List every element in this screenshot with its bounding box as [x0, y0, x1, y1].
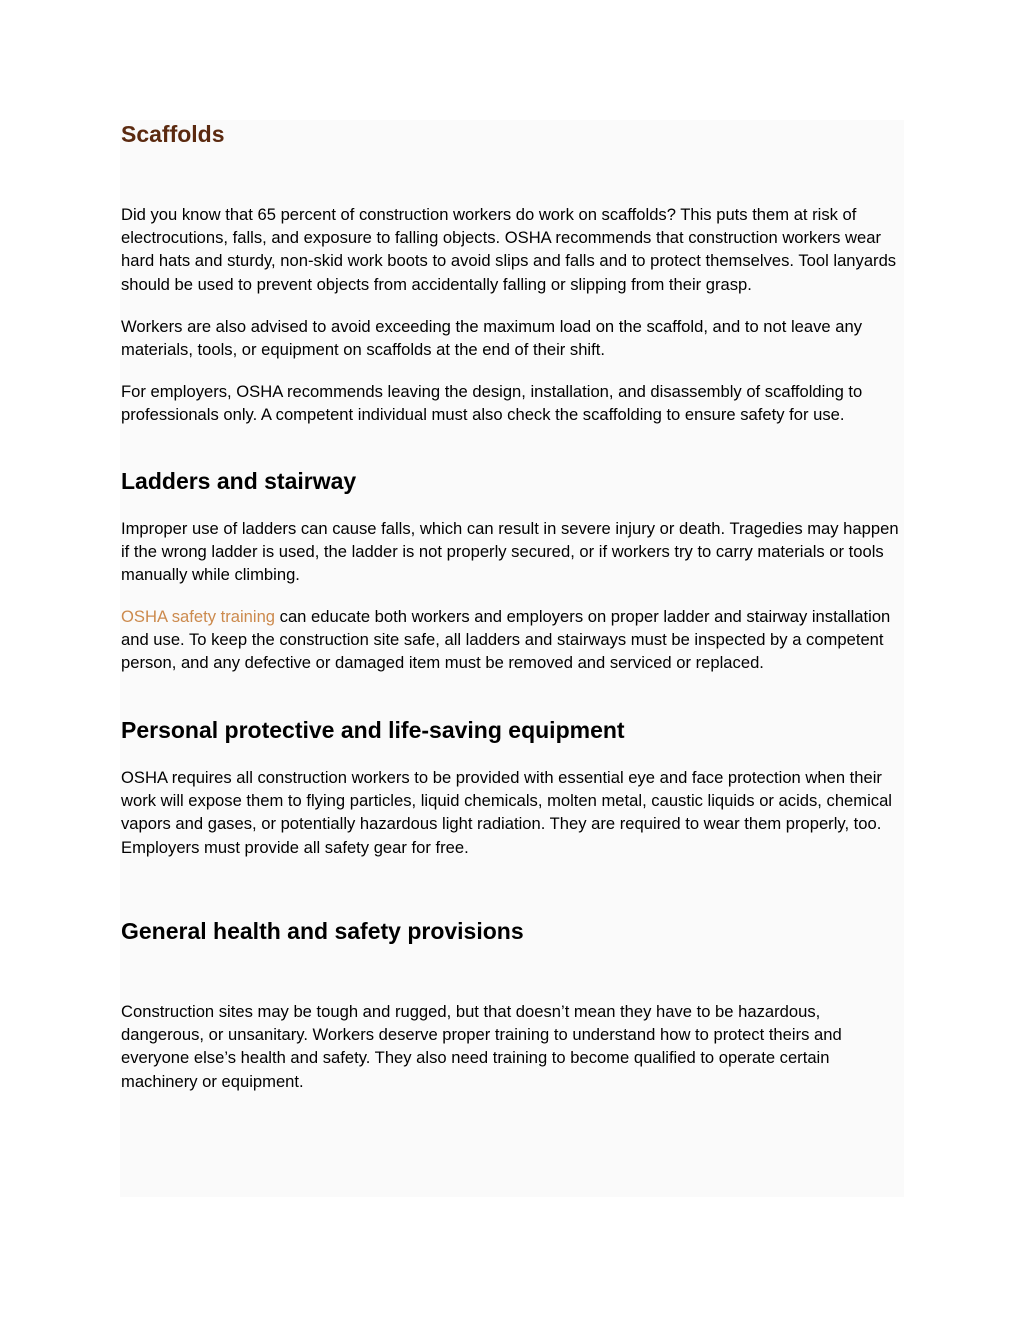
paragraph-general-1: Construction sites may be tough and rugged, but that doesn’t mean they have to be hazardous, dangerous, or unsanitary. Workers deserve proper training to understand how to protect theirs and everyone else’s health and safety. They also need training to become qualified to operate certain machinery or equipment.: [121, 1002, 842, 1091]
paragraph-ladders-1: Improper use of ladders can cause falls, which can result in severe injury or death. Tragedies may happen if the wrong ladder is used, the ladder is not properly secured, or if workers try to carry materials or tools manually while climbing.: [121, 519, 899, 585]
paragraph-scaffolds-2: Workers are also advised to avoid exceeding the maximum load on the scaffold, and to not leave any materials, tools, or equipment on scaffolds at the end of their shift.: [121, 317, 863, 360]
paragraph-ladders-2: [121, 605, 905, 675]
osha-training-link[interactable]: OSHA safety training: [121, 607, 276, 626]
paragraph-ppe-1: OSHA requires all construction workers to be provided with essential eye and face protection when their work will expose them to flying particles, liquid chemicals, molten metal, caustic liquids or acids, chemical vapors and gases, or potentially hazardous light radiation. They are required to wear them properly, too. Employers must provide all safety gear for free.: [121, 768, 892, 857]
heading-scaffolds: Scaffolds: [121, 121, 225, 147]
paragraph-scaffolds-1: Did you know that 65 percent of construction workers do work on scaffolds? This puts them at risk of electrocutions, falls, and exposure to falling objects. OSHA recommends that construction workers wear hard hats and sturdy, non-skid work boots to avoid slips and falls and to protect themselves. Tool lanyards should be used to prevent objects from accidentally falling or slipping from their grasp.: [121, 205, 897, 294]
paragraph-ladders-2-text: can educate both workers and employers on proper ladder and stairway installation and use. To keep the construction site safe, all ladders and stairways must be inspected by a competent person, and any defective or damaged item must be removed and serviced or replaced.: [121, 607, 891, 673]
heading-ladders: Ladders and stairway: [121, 468, 357, 494]
paragraph-scaffolds-3: For employers, OSHA recommends leaving the design, installation, and disassembly of scaffolding to professionals only. A competent individual must also check the scaffolding to ensure safety for use.: [121, 382, 863, 425]
heading-general: General health and safety provisions: [121, 918, 524, 944]
heading-ppe: Personal protective and life-saving equipment: [121, 717, 625, 743]
